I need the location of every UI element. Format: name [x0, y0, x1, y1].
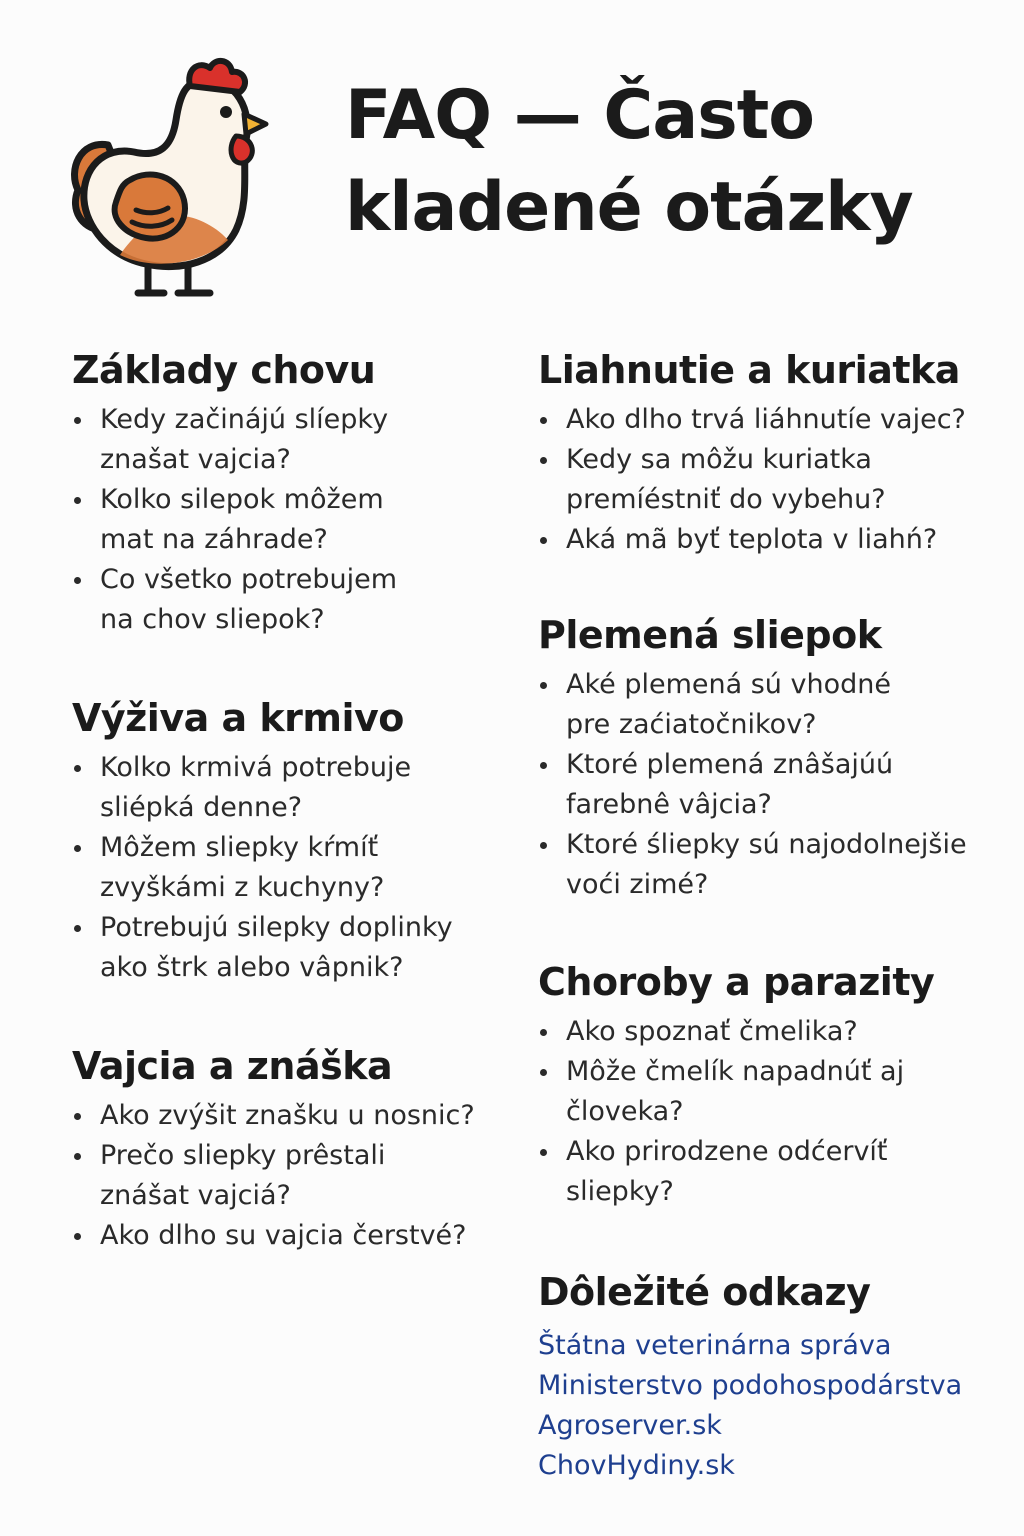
question-text-line: človeka? [566, 1096, 684, 1127]
page-title [345, 70, 1005, 254]
question-list [72, 748, 453, 988]
question-item[interactable] [538, 665, 967, 745]
question-text-line: Kolko krmivá potrebuje [100, 752, 412, 783]
important-links-section [538, 1262, 962, 1486]
question-text-line: Ako prirodzene odćervíť [566, 1136, 888, 1167]
question-text-line: Ako dlho su vajcia čerstvé? [100, 1220, 467, 1251]
question-item[interactable] [538, 1012, 934, 1052]
question-item[interactable] [72, 908, 453, 988]
question-text-line: Kedy sa môžu kuriatka [566, 444, 872, 475]
faq-section-liahnutie-a-kuriatka [538, 340, 966, 560]
question-list [538, 665, 967, 905]
question-text-line: Ktoré śliepky sú najodolnejšie [566, 829, 967, 860]
question-text-line: Kedy začinájú slíepky [100, 404, 389, 435]
section-heading: Dôležité odkazy [538, 1270, 871, 1314]
faq-section-choroby-a-parazity [538, 952, 934, 1212]
question-text-line: premíéstniť do vybehu? [566, 484, 886, 515]
question-item[interactable] [72, 480, 397, 560]
title-line-2: kladené otázky [345, 168, 913, 247]
link-ministerstvo-podohospodarstva[interactable]: Ministerstvo podohospodárstva [538, 1370, 963, 1401]
faq-section-zaklady-chovu [72, 340, 397, 640]
section-heading: Výživa a krmivo [72, 696, 404, 740]
title-line-1: FAQ — Často [345, 76, 814, 155]
question-list [538, 400, 966, 560]
question-item[interactable] [72, 1096, 475, 1136]
question-list [72, 400, 397, 640]
question-text-line: Ako zvýšit znašku u nosnic? [100, 1100, 475, 1131]
question-text-line: Môže čmelík napadnúť aj [566, 1056, 905, 1087]
question-text-line: Môžem sliepky kŕmíť [100, 832, 379, 863]
question-item[interactable] [538, 825, 967, 905]
question-text-line: zvyškámi z kuchyny? [100, 872, 385, 903]
question-item[interactable] [72, 400, 397, 480]
question-text-line: znášat vajciá? [100, 1180, 291, 1211]
link-agroserver-sk[interactable]: Agroserver.sk [538, 1410, 722, 1441]
question-item[interactable] [538, 1132, 934, 1212]
question-text-line: voći zimé? [566, 869, 709, 900]
question-item[interactable] [538, 440, 966, 520]
question-item[interactable] [72, 1216, 475, 1256]
question-item[interactable] [72, 1136, 475, 1216]
links-list [538, 1326, 962, 1486]
question-text-line: Ako spoznať čmelika? [566, 1016, 858, 1047]
section-heading: Vajcia a znáška [72, 1044, 393, 1088]
question-item[interactable] [72, 560, 397, 640]
question-text-line: pre zaćiatočnikov? [566, 709, 817, 740]
link-chovhydiny-sk[interactable]: ChovHydiny.sk [538, 1450, 735, 1481]
question-list [538, 1012, 934, 1212]
section-heading: Liahnutie a kuriatka [538, 348, 960, 392]
question-text-line: znašat vajcia? [100, 444, 291, 475]
question-list [72, 1096, 475, 1256]
question-text-line: Kolko silepok môžem [100, 484, 384, 515]
question-text-line: Prečo sliepky prêstali [100, 1140, 386, 1171]
section-heading: Základy chovu [72, 348, 376, 392]
question-item[interactable] [72, 748, 453, 828]
question-item[interactable] [538, 745, 967, 825]
question-text-line: sliepky? [566, 1176, 674, 1207]
question-text-line: farebnê vâjcia? [566, 789, 772, 820]
question-text-line: Ako dlho trvá liáhnutíe vajec? [566, 404, 966, 435]
section-heading: Choroby a parazity [538, 960, 935, 1004]
question-text-line: ako štrk alebo vâpnik? [100, 952, 404, 983]
question-item[interactable] [538, 520, 966, 560]
question-text-line: Co všetko potrebujem [100, 564, 397, 595]
question-text-line: sliépká denne? [100, 792, 303, 823]
question-text-line: na chov sliepok? [100, 604, 325, 635]
link-statna-veterinarna-sprava[interactable]: Štátna veterinárna správa [538, 1330, 892, 1361]
section-heading: Plemená sliepok [538, 613, 882, 657]
question-item[interactable] [72, 828, 453, 908]
question-text-line: Potrebujú silepky doplinky [100, 912, 453, 943]
question-text-line: Aká mã byť teplota v liahń? [566, 524, 938, 555]
faq-section-vajcia-a-znaska [72, 1036, 475, 1256]
question-item[interactable] [538, 400, 966, 440]
hen-icon [60, 50, 280, 310]
faq-section-vyziva-a-krmivo [72, 688, 453, 988]
question-item[interactable] [538, 1052, 934, 1132]
faq-section-plemena-sliepok [538, 605, 967, 905]
question-text-line: Aké plemená sú vhodné [566, 669, 891, 700]
question-text-line: mat na záhrade? [100, 524, 328, 555]
question-text-line: Ktoré plemená znâšajúú [566, 749, 894, 780]
